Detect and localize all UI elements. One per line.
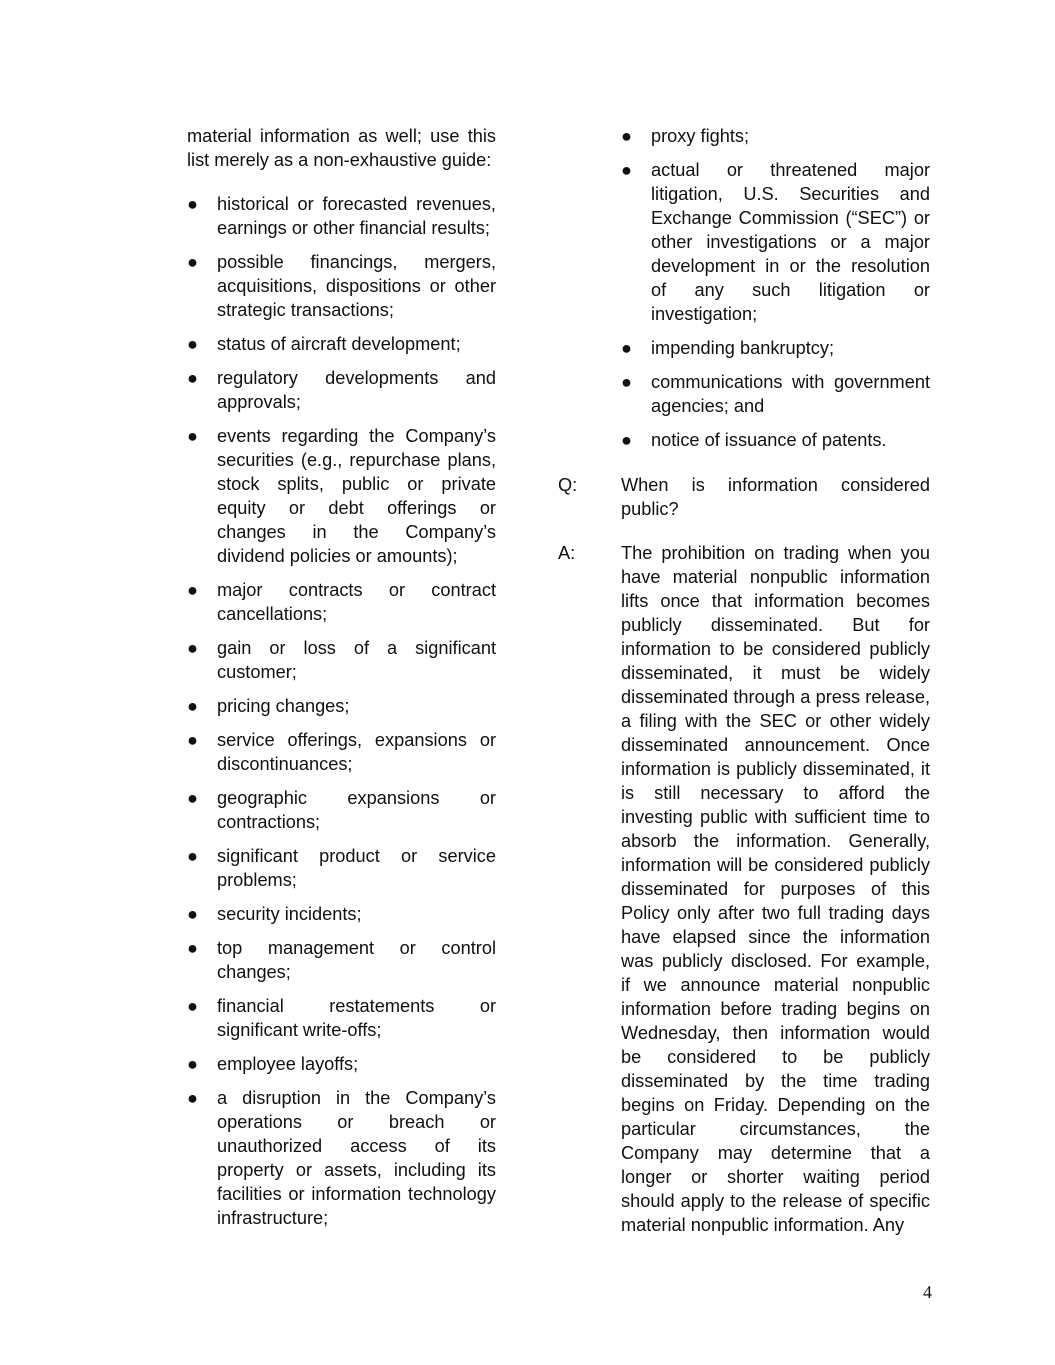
- page-number: 4: [923, 1282, 932, 1302]
- bullet-icon: ●: [187, 1054, 198, 1074]
- list-item-text: major contracts or contract cancellations;: [217, 580, 496, 624]
- list-item-text: gain or loss of a significant customer;: [217, 638, 496, 682]
- bullet-icon: ●: [187, 788, 198, 808]
- answer-block: [558, 541, 930, 1237]
- list-item-text: employee layoffs;: [217, 1054, 359, 1074]
- list-item: [187, 578, 496, 626]
- bullet-icon: ●: [187, 696, 198, 716]
- bullet-icon: ●: [187, 426, 198, 446]
- bullet-icon: ●: [621, 160, 632, 180]
- left-bullet-list: [187, 192, 496, 1230]
- list-item-text: financial restatements or significant write-offs;: [217, 996, 496, 1040]
- list-item: [187, 936, 496, 984]
- bullet-icon: ●: [187, 580, 198, 600]
- list-item: [558, 158, 930, 326]
- list-item-text: events regarding the Company’s securities (e.g., repurchase plans, stock splits, public or private equity or debt offerings or changes in the Company’s dividend policies or amounts);: [217, 426, 496, 566]
- question-block: [558, 473, 930, 521]
- list-item: [187, 786, 496, 834]
- list-item-text: a disruption in the Company’s operations or breach or unauthorized access of its property or assets, including its facilities or information technology infrastructure;: [217, 1088, 496, 1228]
- bullet-icon: ●: [187, 1088, 198, 1108]
- bullet-icon: ●: [187, 846, 198, 866]
- list-item-text: communications with government agencies; and: [651, 372, 930, 416]
- bullet-icon: ●: [187, 938, 198, 958]
- bullet-icon: ●: [621, 126, 632, 146]
- list-item: [187, 424, 496, 568]
- list-item-text: impending bankruptcy;: [651, 338, 834, 358]
- list-item: [187, 332, 496, 356]
- list-item-text: possible financings, mergers, acquisitions, dispositions or other strategic transactions;: [217, 252, 496, 320]
- bullet-icon: ●: [187, 730, 198, 750]
- list-item: [187, 636, 496, 684]
- list-item: [187, 1086, 496, 1230]
- bullet-icon: ●: [187, 904, 198, 924]
- list-item: [187, 994, 496, 1042]
- bullet-icon: ●: [187, 638, 198, 658]
- bullet-icon: ●: [187, 996, 198, 1016]
- right-bullet-list: [621, 124, 930, 452]
- list-item: [558, 336, 930, 360]
- list-item: [187, 250, 496, 322]
- list-item-text: service offerings, expansions or discontinuances;: [217, 730, 496, 774]
- bullet-icon: ●: [187, 194, 198, 214]
- list-item-text: actual or threatened major litigation, U.S. Securities and Exchange Commission (“SEC”) or other investigations or a major development in or the resolution of any such litigation or investigation;: [651, 160, 930, 324]
- list-item: [187, 192, 496, 240]
- list-item: [558, 428, 930, 452]
- list-item-text: security incidents;: [217, 904, 362, 924]
- answer-text: The prohibition on trading when you have material nonpublic information lifts once that information becomes publicly disseminated. But for information to be considered publicly disseminated, it must be widely disseminated through a press release, a filing with the SEC or other widely disseminated announcement. Once information is publicly disseminated, it is still necessary to afford the investing public with sufficient time to absorb the information. Generally, information will be considered publicly disseminated for purposes of this Policy only after two full trading days have elapsed since the information was publicly disclosed. For example, if we announce material nonpublic information before trading begins on Wednesday, then information would be considered to be publicly disseminated by the time trading begins on Friday. Depending on the particular circumstances, the Company may determine that a longer or shorter waiting period should apply to the release of specific material nonpublic information. Any: [621, 543, 930, 1235]
- bullet-icon: ●: [621, 372, 632, 392]
- bullet-icon: ●: [187, 252, 198, 272]
- list-item-text: pricing changes;: [217, 696, 350, 716]
- question-text: When is information considered public?: [621, 475, 930, 519]
- question-tag: Q:: [558, 475, 578, 495]
- intro-paragraph: material information as well; use this list merely as a non-exhaustive guide:: [187, 126, 496, 170]
- bullet-icon: ●: [187, 368, 198, 388]
- bullet-icon: ●: [187, 334, 198, 354]
- list-item-text: geographic expansions or contractions;: [217, 788, 496, 832]
- list-item: [187, 1052, 496, 1076]
- list-item-text: status of aircraft development;: [217, 334, 461, 354]
- list-item: [558, 370, 930, 418]
- bullet-icon: ●: [621, 338, 632, 358]
- right-column: [558, 124, 930, 1237]
- left-column: [187, 124, 496, 1240]
- list-item-text: top management or control changes;: [217, 938, 496, 982]
- list-item: [187, 902, 496, 926]
- list-item-text: proxy fights;: [651, 126, 750, 146]
- list-item: [187, 366, 496, 414]
- answer-tag: A:: [558, 543, 576, 563]
- list-item: [558, 124, 930, 148]
- list-item: [187, 728, 496, 776]
- list-item: [187, 694, 496, 718]
- list-item-text: regulatory developments and approvals;: [217, 368, 496, 412]
- bullet-icon: ●: [621, 430, 632, 450]
- list-item-text: notice of issuance of patents.: [651, 430, 887, 450]
- list-item: [187, 844, 496, 892]
- list-item-text: significant product or service problems;: [217, 846, 496, 890]
- list-item-text: historical or forecasted revenues, earnings or other financial results;: [217, 194, 496, 238]
